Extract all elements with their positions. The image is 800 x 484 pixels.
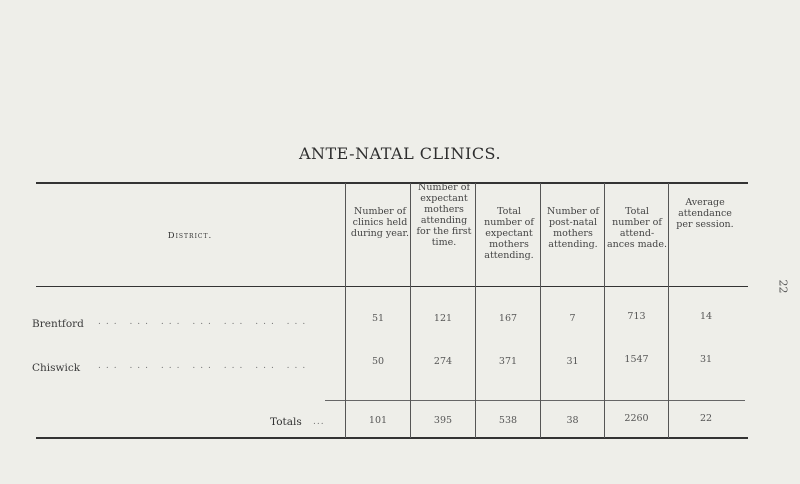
column-divider [475, 183, 476, 438]
table-top-rule [36, 182, 748, 184]
attendances-value: 713 [627, 311, 646, 322]
attendances-total: 2260 [624, 413, 649, 424]
average-header: Average attendance per session. [676, 197, 734, 230]
total-expectant-value: 371 [498, 356, 518, 367]
district-name: Chiswick [32, 362, 81, 374]
dot-leader: ... ... ... ... ... ... ... [98, 317, 311, 327]
clinics-held-value: 51 [371, 313, 385, 324]
post-natal-value: 7 [569, 313, 576, 324]
average-value: 31 [699, 354, 713, 365]
average-value: 14 [699, 311, 713, 322]
page-number: 22 [776, 279, 790, 294]
total-expectant-value: 167 [498, 313, 518, 324]
average-total: 22 [699, 413, 713, 424]
first-time-value: 121 [433, 313, 453, 324]
first-time-value: 274 [433, 356, 453, 367]
header-bottom-rule [36, 286, 748, 287]
clinics-held-value: 50 [371, 356, 385, 367]
total-expectant-header: Total number of expectant mothers attending. [484, 206, 534, 261]
clinics-held-header: Number of clinics held during year. [350, 206, 410, 239]
district-header: District. [167, 231, 213, 241]
table-bottom-rule [36, 437, 748, 439]
attendances-header: Total number of attend- ances made. [606, 206, 667, 250]
first-time-total: 395 [433, 415, 453, 426]
totals-label: Totals [270, 416, 302, 428]
dot-leader: ... [313, 417, 325, 427]
post-natal-value: 31 [566, 356, 579, 367]
district-name: Brentford [32, 318, 84, 330]
bleed-through-text [516, 44, 526, 47]
dot-leader: ... ... ... ... ... ... ... [98, 361, 311, 371]
column-divider [345, 183, 346, 438]
page-title: ANTE-NATAL CLINICS. [298, 144, 502, 163]
totals-top-rule [325, 400, 745, 401]
post-natal-header: Number of post-natal mothers attending. [547, 206, 599, 250]
clinics-held-total: 101 [368, 415, 388, 426]
first-time-header: Number of expectant mothers attending for the first time. [416, 182, 472, 248]
total-expectant-total: 538 [498, 415, 518, 426]
attendances-value: 1547 [624, 354, 649, 365]
column-divider [540, 183, 541, 438]
post-natal-total: 38 [566, 415, 579, 426]
